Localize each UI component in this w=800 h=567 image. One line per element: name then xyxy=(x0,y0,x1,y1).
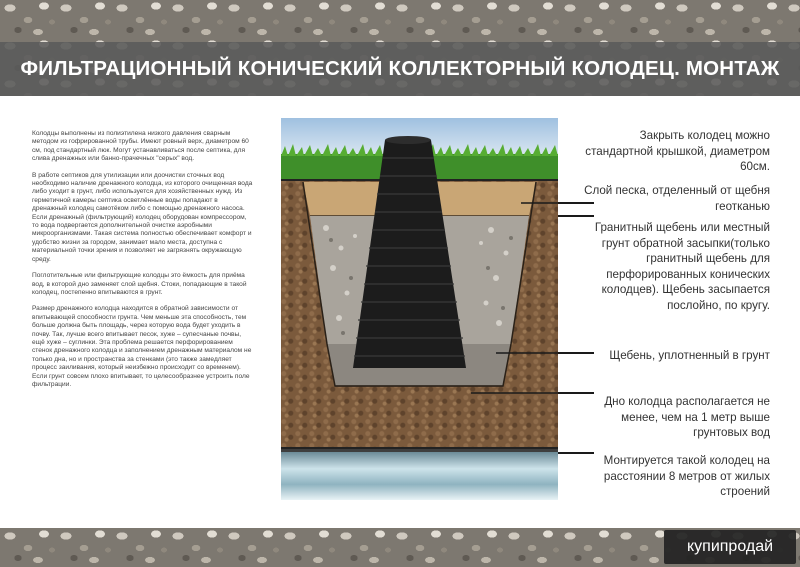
title-band xyxy=(0,42,800,96)
well-top xyxy=(385,136,431,144)
paragraph: Поглотительные или фильтрующие колодцы это ёмкость для приёма вод, в которой дно заменяет слой щебня. Стоки, попадающие в такой колодец, постепенно впитываются в грунт. xyxy=(32,272,247,296)
paragraph: В работе септиков для утилизации или доочистки сточных вод необходимо наличие дренажного колодца, из которого очищенная вода либо уходит в грунт, либо используется для хозяйственных нужд. Из герметичной камеры септика осветлённые воды попадают в дренажный колодец самотёком либо с помощью дренажного насоса. Если дренажный (фильтрующий) колодец оборудован компрессором, то вода подвергается дополнительной очистке аэробными микроорганизмами. Такая система полностью обеспечивает комфорт и удобство жизни за городом, занимает мало места, доступна с материальной точки зрения и позволяет не загрязнять окружающую среду. xyxy=(32,171,253,263)
callout-distance: Монтируется такой колодец на расстоянии 8 метров от жилых строений xyxy=(603,454,770,499)
callout-granite-gravel: Гранитный щебень или местный грунт обратной засыпки(только гранитный щебень для перфорированных конических колодцев). Щебень засыпается послойно, по кругу. xyxy=(594,221,770,312)
callout-sand-layer: Слой песка, отделенный от щебня геотканью xyxy=(584,184,770,213)
groundwater xyxy=(281,448,558,500)
callout-compacted-gravel: Щебень, уплотненный в грунт xyxy=(609,349,770,362)
well-cross-section-illustration xyxy=(281,118,558,500)
description-text xyxy=(32,130,254,397)
well-diagram-svg xyxy=(281,118,558,500)
page-title: ФИЛЬТРАЦИОННЫЙ КОНИЧЕСКИЙ КОЛЛЕКТОРНЫЙ КОЛОДЕЦ. МОНТАЖ xyxy=(20,57,780,80)
paragraph: Колодцы выполнены из полиэтилена низкого давления сварным методом из гофрированной трубы. Имеют ровный верх, диаметром 60 см, под стандартный люк. Могут устанавливаться после септика, для слива дренажных или банно-прачечных "серых" вод. xyxy=(32,130,249,163)
groundwater-line xyxy=(281,447,558,449)
brand-watermark: купипродай xyxy=(664,530,796,564)
callout-bottom-height: Дно колодца располагается не менее, чем на 1 метр выше грунтовых вод xyxy=(604,395,770,440)
leader-line xyxy=(558,215,594,217)
paragraph: Размер дренажного колодца находится в обратной зависимости от впитывающей способности грунта. Чем меньше эта способность, тем больше должна быть площадь, через которую вода будет уходить в почву. Так, лучше всего впитывает песок, хуже – супесчаные почвы, ещё хуже – суглинки. Эта проблема решается перфорированием стенок дренажного колодца и заполнением дренажным материалом не только дна, но и пространства за стенками (это также замедляет процесс заиливания, который неизбежно происходит со временем). Если грунт совсем плохо впитывает, то целесообразнее устроить поле фильтрации. xyxy=(32,305,252,388)
callout-lid: Закрыть колодец можно стандартной крышкой, диаметром 60см. xyxy=(585,129,770,174)
leader-line xyxy=(558,392,594,394)
leader-line xyxy=(558,452,594,454)
